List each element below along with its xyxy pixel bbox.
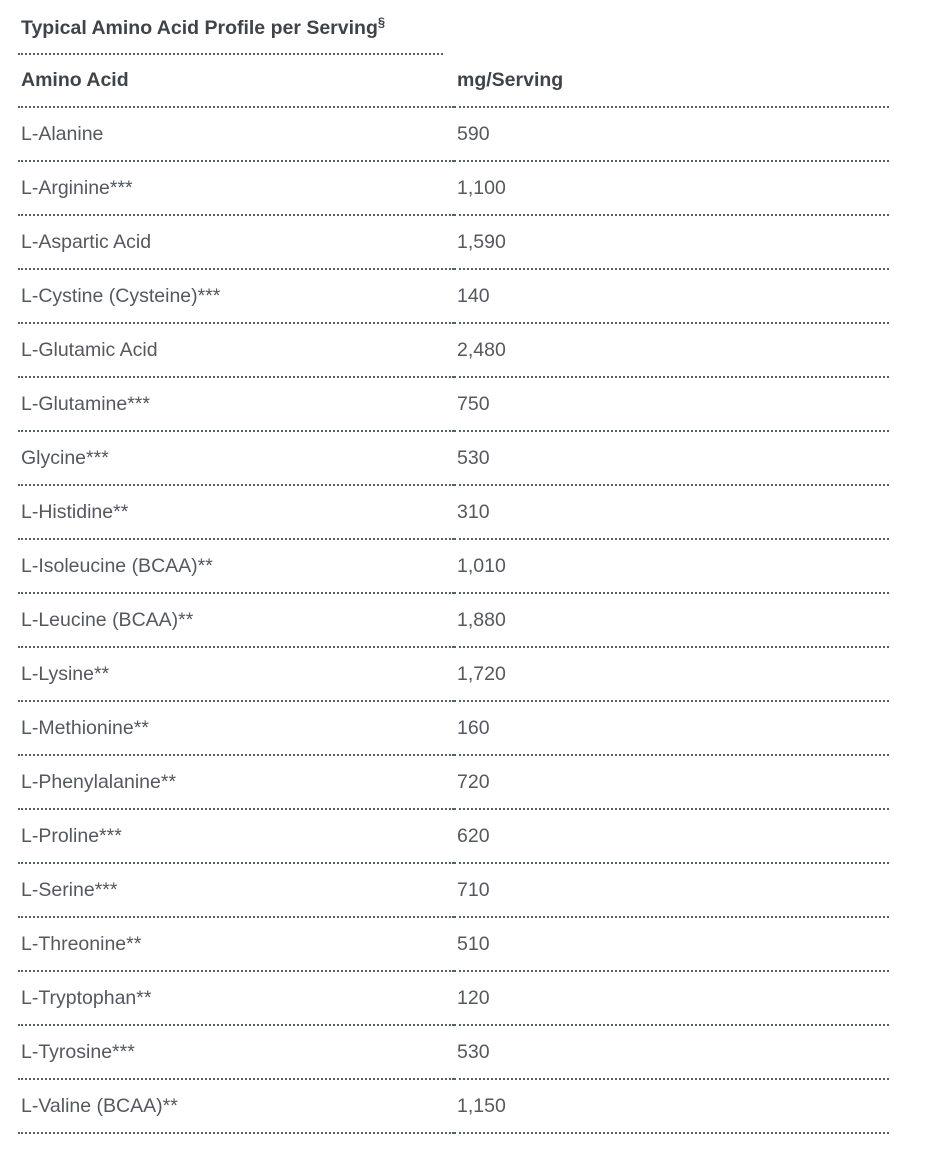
amino-acid-name-cell: L-Threonine** (18, 917, 454, 971)
table-row (18, 431, 889, 485)
table-row (18, 809, 889, 863)
table-row (18, 107, 889, 161)
table-row (18, 863, 889, 917)
amino-acid-name-cell: L-Methionine** (18, 701, 454, 755)
mg-serving-value-cell: 590 (454, 107, 889, 161)
amino-acid-name-cell: L-Tryptophan** (18, 971, 454, 1025)
table-row (18, 323, 889, 377)
amino-acid-table (18, 55, 889, 1134)
table-row (18, 215, 889, 269)
mg-serving-value-cell: 720 (454, 755, 889, 809)
amino-acid-name-cell: L-Tyrosine*** (18, 1025, 454, 1079)
amino-acid-name-cell: L-Leucine (BCAA)** (18, 593, 454, 647)
mg-serving-value-cell: 530 (454, 1025, 889, 1079)
mg-serving-value-cell: 140 (454, 269, 889, 323)
mg-serving-value-cell: 120 (454, 971, 889, 1025)
mg-serving-value-cell: 1,100 (454, 161, 889, 215)
table-row (18, 1025, 889, 1079)
mg-serving-value-cell: 1,720 (454, 647, 889, 701)
mg-serving-value-cell: 310 (454, 485, 889, 539)
table-title-text: Typical Amino Acid Profile per Serving (21, 17, 378, 39)
table-row (18, 647, 889, 701)
amino-acid-name-cell: L-Glutamic Acid (18, 323, 454, 377)
amino-acid-name-cell: L-Proline*** (18, 809, 454, 863)
amino-acid-name-cell: L-Histidine** (18, 485, 454, 539)
mg-serving-value-cell: 710 (454, 863, 889, 917)
table-title (18, 0, 443, 55)
table-row (18, 539, 889, 593)
amino-acid-name-cell: L-Isoleucine (BCAA)** (18, 539, 454, 593)
mg-serving-value-cell: 160 (454, 701, 889, 755)
mg-serving-value-cell: 1,590 (454, 215, 889, 269)
mg-serving-value-cell: 2,480 (454, 323, 889, 377)
amino-acid-name-cell: L-Alanine (18, 107, 454, 161)
mg-serving-value-cell: 1,880 (454, 593, 889, 647)
amino-acid-name-cell: L-Phenylalanine** (18, 755, 454, 809)
amino-acid-name-cell: L-Arginine*** (18, 161, 454, 215)
mg-serving-value-cell: 1,150 (454, 1079, 889, 1133)
amino-acid-name-cell: Glycine*** (18, 431, 454, 485)
table-row (18, 917, 889, 971)
mg-serving-value-cell: 620 (454, 809, 889, 863)
amino-acid-name-cell: L-Cystine (Cysteine)*** (18, 269, 454, 323)
amino-acid-name-cell: L-Serine*** (18, 863, 454, 917)
table-row (18, 701, 889, 755)
amino-acid-name-cell: L-Lysine** (18, 647, 454, 701)
section-footnote-marker: § (377, 14, 386, 30)
mg-serving-value-cell: 750 (454, 377, 889, 431)
mg-serving-value-cell: 510 (454, 917, 889, 971)
mg-serving-value-cell: 530 (454, 431, 889, 485)
table-row (18, 593, 889, 647)
table-row (18, 161, 889, 215)
column-header-amino-acid: Amino Acid (18, 55, 454, 107)
amino-acid-name-cell: L-Glutamine*** (18, 377, 454, 431)
amino-acid-name-cell: L-Valine (BCAA)** (18, 1079, 454, 1133)
amino-acid-profile-section (18, 0, 889, 1134)
amino-acid-name-cell: L-Aspartic Acid (18, 215, 454, 269)
table-header-row (18, 55, 889, 107)
table-row (18, 269, 889, 323)
table-row (18, 485, 889, 539)
column-header-mg-serving: mg/Serving (454, 55, 889, 107)
table-row (18, 377, 889, 431)
mg-serving-value-cell: 1,010 (454, 539, 889, 593)
table-row (18, 755, 889, 809)
table-row (18, 971, 889, 1025)
table-row (18, 1079, 889, 1133)
